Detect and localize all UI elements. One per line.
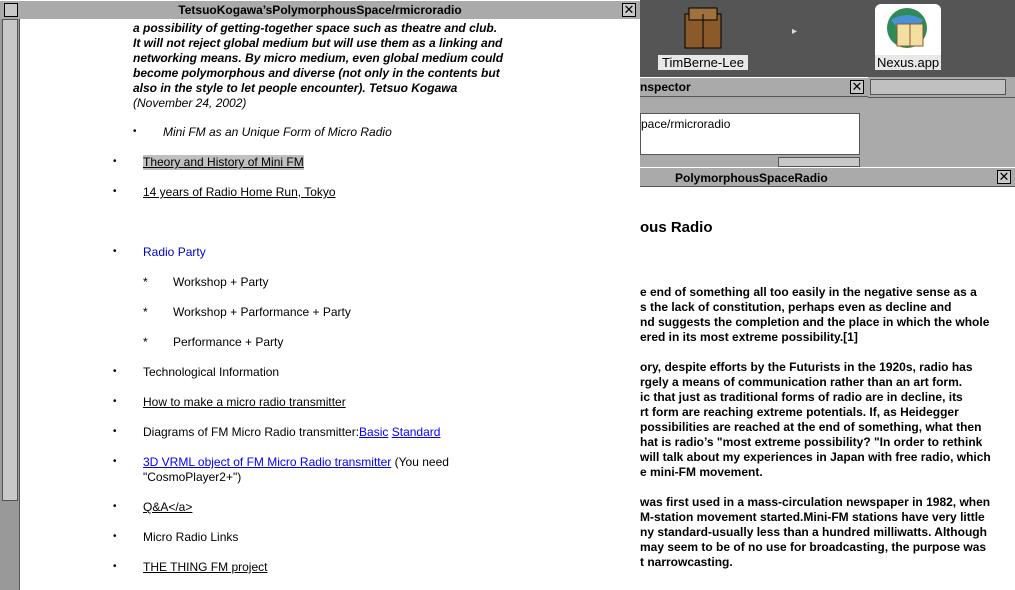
radio-text-line: ered in its most extreme possibility.[1] (640, 330, 858, 344)
radio-text-line: s the lack of constitution, perhaps even as decline and (640, 300, 952, 314)
link-the-thing[interactable]: THE THING FM project (143, 560, 268, 574)
browser-close-button[interactable]: ✕ (623, 2, 635, 17)
item-tech-info: Technological Information (143, 365, 280, 379)
inspector-window (640, 77, 868, 167)
miniaturize-button[interactable] (4, 3, 18, 17)
link-basic[interactable]: Basic (359, 425, 389, 439)
link-theory-history[interactable]: Theory and History of Mini FM (143, 155, 304, 169)
bullet-icon: • (113, 501, 117, 512)
radio-heading: ous Radio (640, 219, 713, 236)
item-radio-party: Radio Party (143, 245, 206, 259)
radio-text-line: may seem to be of no use for broadcasting, the purpose was (640, 540, 987, 554)
intro-line: a possibility of getting-together space such as theatre and club. (133, 21, 498, 35)
side-panel-divider (868, 97, 1015, 98)
inspector-title: nspector (640, 80, 691, 94)
radio-text-line: t narrowcasting. (640, 555, 733, 569)
intro-line: It will not reject global medium but will use them as a linking and (133, 36, 503, 50)
intro-line: also in the style to let people encounter). Tetsuo Kogawa (133, 81, 458, 95)
desktop-icon-label: TimBerne-Lee (658, 55, 748, 70)
radio-text-line: ic that just as traditional forms of radio are in decline, its (640, 390, 963, 404)
link-vrml[interactable]: 3D VRML object of FM Micro Radio transmitter (143, 455, 392, 469)
radio-text-line: rt form are reaching extreme potentials. If, as Heidegger (640, 405, 959, 419)
sub-item-mini-fm: Mini FM as an Unique Form of Micro Radio (163, 125, 392, 139)
item-diagrams (143, 425, 440, 440)
item-micro-radio-links: Micro Radio Links (143, 530, 239, 544)
inspector-button-edge (778, 157, 860, 167)
bullet-icon: • (113, 246, 117, 257)
radio-title: PolymorphousSpaceRadio (675, 171, 828, 185)
link-standard[interactable]: Standard (391, 425, 441, 439)
bullet-icon: • (113, 366, 117, 377)
cursor-icon: ▸ (792, 26, 798, 37)
desktop (640, 0, 1015, 80)
radio-text-line: hat is radio’s "most extreme possibility? "In order to rethink (640, 435, 983, 449)
scrollbar-thumb[interactable] (2, 19, 18, 501)
radio-text-line: M-station movement started.Mini-FM stations have very little (640, 510, 985, 524)
bullet-icon: • (113, 426, 117, 437)
desktop-icon-label: Nexus.app (877, 55, 940, 70)
radio-text-line: ory, despite efforts by the Futurists in the 1920s, radio has (640, 360, 973, 374)
bullet-icon: • (113, 156, 117, 167)
vrml-note-cont: "CosmoPlayer2+") (143, 470, 242, 484)
side-panel (868, 77, 1015, 167)
radio-window (640, 167, 1015, 590)
side-panel-field[interactable] (870, 79, 1006, 95)
radio-close-button[interactable]: ✕ (998, 169, 1010, 184)
browser-content (20, 19, 640, 590)
nexus-globe-book-icon (877, 6, 939, 56)
star-icon: * (143, 305, 148, 319)
star-icon: * (143, 275, 148, 289)
folder-icon (681, 4, 725, 52)
intro-line: become polymorphous and diverse (not only in the contents but (133, 66, 500, 80)
radio-text-line: ny standard-usually less than a hundred milliwatts. Although (640, 525, 987, 539)
intro-line: networking means. By micro medium, even global medium could (133, 51, 504, 65)
radio-text-line: possibilities are reached at the end of something, what then (640, 420, 982, 434)
link-how-to-make[interactable]: How to make a micro radio transmitter (143, 395, 346, 409)
radio-text-line: was first used in a mass-circulation newspaper in 1982, when (640, 495, 991, 509)
inspector-path-text: pace/rmicroradio (641, 117, 731, 131)
inspector-titlebar[interactable] (640, 77, 868, 97)
item-workshop-performance-party: Workshop + Parformance + Party (173, 305, 351, 319)
bullet-icon: • (113, 531, 117, 542)
bullet-icon: • (113, 456, 117, 467)
radio-titlebar[interactable] (640, 167, 1015, 187)
item-workshop-party: Workshop + Party (173, 275, 269, 289)
desktop-icon-nexus-app[interactable] (873, 4, 943, 70)
browser-title: TetsuoKogawa’sPolymorphousSpace/rmicroradio (178, 3, 462, 17)
bullet-icon: • (113, 396, 117, 407)
inspector-close-button[interactable]: ✕ (851, 79, 863, 94)
radio-text-line: rgely a means of communication rather than an art form. (640, 375, 963, 389)
inspector-path-field[interactable] (640, 113, 860, 155)
radio-text-line: will talk about my experiences in Japan with free radio, which (640, 450, 991, 464)
item-vrml (143, 455, 449, 470)
browser-titlebar[interactable] (0, 0, 640, 20)
desktop-icon-timberne-lee[interactable] (658, 4, 748, 70)
item-performance-party: Performance + Party (173, 335, 284, 349)
radio-text-line: nd suggests the completion and the place in which the whole (640, 315, 990, 329)
link-14-years[interactable]: 14 years of Radio Home Run, Tokyo (143, 185, 336, 199)
bullet-icon: • (113, 561, 117, 572)
vertical-scrollbar[interactable] (0, 19, 20, 590)
diagrams-label: Diagrams of FM Micro Radio transmitter: (143, 425, 360, 439)
intro-date: (November 24, 2002) (133, 96, 247, 110)
link-qa[interactable]: Q&A</a> (143, 500, 193, 514)
vrml-note: (You need (394, 455, 449, 469)
star-icon: * (143, 335, 148, 349)
bullet-icon: • (113, 186, 117, 197)
radio-text-line: e mini-FM movement. (640, 465, 763, 479)
radio-text-line: e end of something all too easily in the negative sense as a (640, 285, 977, 299)
bullet-icon: • (133, 126, 137, 137)
